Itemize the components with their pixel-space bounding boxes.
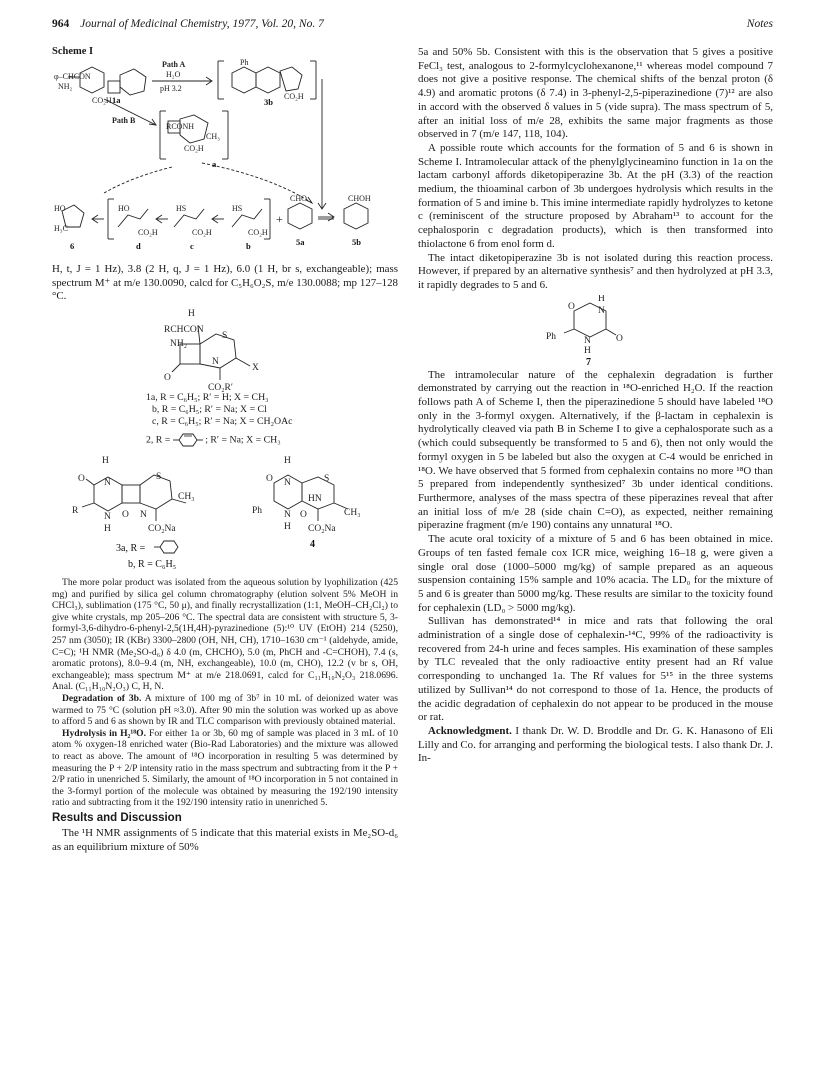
scheme-label-c: c (190, 241, 194, 251)
acknowledgment-heading: Acknowledgment. (428, 724, 512, 737)
scheme-path-a: Path A (162, 60, 186, 69)
svg-text:CO₂Na: CO₂Na (148, 524, 176, 535)
svg-text:H: H (284, 522, 291, 533)
paragraph-right-4: The intramolecular nature of the cephalexin degradation is further demonstrated by carrying out the reaction in ¹⁸O-enriched H₂O. If the reaction follows path A of Scheme I, then the piperazinedione 5 should have labeled ¹⁸O only in the 3-formyl oxygen. Alternatively, if the β-lactam in cephalexin is hydrolytically cleaved via path B in Scheme I to give a cephalosporate such as a (which could subsequently be transformed to 5 and 6), then not only would the formyl oxygen in 5 be labeled but also the oxygen at C-4 would be enriched in ¹⁸O. We have observed that 5 formed from cephalexin contains no more ¹⁸O than 5 prepared from independently synthesized⁷ 3b under identical conditions. Furthermore, analyses of the mass spectra of these piperazines reveal that after an initial loss of m/e 28 (side chain C=O), as expected, neither remaining piperazine fragment (m/e 190) contains any unnatural ¹⁸O. (418, 368, 773, 532)
svg-text:CO₂H: CO₂H (138, 228, 158, 237)
paragraph-polar-product: The more polar product was isolated from the aqueous solution by lyophilization (425 mg) and purified by silica gel column chromatography (elution solvent 5% MeOH in CHCl₃), sublimation (175 °C, 50 μ), and finally recrystallization (1:1, MeOH–CH₂Cl₂) to give white crystals, mp 205–206 °C. The spectral data are consistent with structure 5, 3-formyl-3,6-dihydro-6-phenyl-2,5(1H,4H)-pyrazinedione (5):¹⁰ UV (EtOH) 214 (5250), 257 nm (3050); IR (KBr) 3300–2800 (OH, NH, CH), 1710–1630 cm⁻¹ (aldehyde, amide, C=C); ¹H NMR (Me₂SO-d₆) δ 4.0 (m, CHCHO), 5.0 (m, PhCH and -C=CHOH), 7.4 (s, aromatic protons), 8.0–9.4 (m, NH, exchangeable), 10.0 (m, CHO), 12.2 (v br s, OH, exchangeable); mass spectrum M⁺ at m/e 218.0691, calcd for C₁₁H₁₀N₂O₃ 218.0696. Anal. (C₁₁H₁₀N₂O₃) C, H, N. (52, 577, 398, 693)
svg-text:O: O (164, 373, 171, 384)
svg-text:S: S (222, 331, 228, 342)
svg-text:O: O (568, 301, 575, 312)
svg-text:CO₂H: CO₂H (284, 92, 304, 101)
svg-text:pH 3.2: pH 3.2 (160, 84, 182, 93)
svg-text:H: H (102, 456, 109, 467)
scheme-label-d: d (136, 241, 141, 251)
svg-text:NH₂: NH₂ (170, 339, 188, 350)
scheme-label-5b: 5b (352, 237, 361, 247)
svg-text:CO₂H: CO₂H (192, 228, 212, 237)
svg-text:H₂O: H₂O (166, 70, 181, 79)
svg-text:Ph: Ph (252, 506, 263, 517)
paragraph-degradation (52, 693, 398, 728)
svg-text:HO: HO (118, 204, 130, 213)
svg-text:φ–CHCON: φ–CHCON (54, 72, 91, 81)
scheme-label-a: a (212, 159, 217, 169)
svg-text:N: N (584, 335, 591, 346)
svg-text:O: O (616, 333, 623, 344)
compound-2-suffix: ; R′ = Na; X = CH₃ (205, 434, 281, 446)
scheme-path-b: Path B (112, 116, 136, 125)
svg-text:CH₃: CH₃ (206, 132, 220, 141)
svg-text:RCONH: RCONH (166, 122, 195, 131)
svg-text:H₃C: H₃C (54, 224, 68, 233)
compound-1b: b, R = C₆H₅; R′ = Na; X = Cl (152, 404, 267, 416)
structure-7-diagram (418, 295, 773, 367)
paragraph-right-1: 5a and 50% 5b. Consistent with this is the observation that 5 gives a positive FeCl₃ test, analogous to 2-formylcyclohexanone,¹¹ whereas model compound 7 does not give a positive response. The chemical shifts of the benzal proton (δ 4.9) and aromatic protons (δ 7.4) in 3-phenyl-2,5-piperazinedione (7)¹² are also in accord with the observed δ values in 5 (vide supra). The mass spectrum of 5, after an initial loss of m/e 28, exhibits the same major fragments as those observed in 7 (m/e 147, 118, 104). (418, 46, 773, 141)
scheme-label-3b: 3b (264, 97, 273, 107)
svg-text:O: O (122, 510, 129, 521)
svg-text:S: S (324, 474, 330, 485)
svg-text:H: H (584, 345, 591, 356)
scheme-diagram (52, 59, 398, 261)
compound-2-prefix: 2, R = (146, 434, 171, 446)
header-left (52, 18, 324, 30)
svg-text:CO₂Na: CO₂Na (308, 524, 336, 535)
hydrolysis-heading: Hydrolysis in H₂¹⁸O. (62, 727, 147, 739)
svg-text:H: H (284, 456, 291, 467)
paragraph-hydrolysis (52, 728, 398, 809)
hydrolysis-text: For either 1a or 3b, 60 mg of sample was placed in 3 mL of 10 atom % oxygen-18 enriched water (Bio-Rad Laboratories) and the mixture was allowed to react as above. The amount of ¹⁸O incorporation in resulting 5 was determined by measuring the P + 2/P intensity ratio in the mass spectrum and subtracting from it the P + 2/P ratio in unenriched 5. Similarly, the amount of ¹⁸O incorporation in 5 not contained in the 3-formyl portion of the molecule was obtained by measuring the 192/190 intensity ratio and subtracting from it the 192/190 intensity ratio in unenriched 5. (52, 727, 398, 809)
svg-text:H: H (188, 309, 195, 320)
structure-label-7: 7 (586, 356, 591, 367)
svg-text:CO₂H: CO₂H (248, 228, 268, 237)
svg-text:CHO: CHO (290, 194, 307, 203)
svg-text:H: H (598, 294, 605, 304)
running-header (52, 18, 773, 34)
svg-text:CH₃: CH₃ (178, 492, 195, 503)
svg-text:O: O (78, 474, 85, 485)
scheme-label-1a: 1a (112, 95, 121, 105)
svg-text:CH₃: CH₃ (344, 508, 361, 519)
structure-3-4-diagram (52, 451, 398, 571)
left-column (52, 46, 398, 1059)
scheme-label-5a: 5a (296, 237, 305, 247)
svg-text:HO: HO (54, 204, 66, 213)
degradation-heading: Degradation of 3b. (62, 693, 142, 705)
scheme-label-b: b (246, 241, 251, 251)
compound-1c: c, R = C₆H₅; R′ = Na; X = CH₂OAc (152, 416, 293, 428)
paragraph-acknowledgment (418, 725, 773, 766)
scheme-label-6: 6 (70, 241, 75, 251)
svg-text:N: N (140, 510, 147, 521)
svg-text:CHOH: CHOH (348, 194, 371, 203)
paragraph-results: The ¹H NMR assignments of 5 indicate that this material exists in Me₂SO-d₆ as an equilibrium mixture of 50% (52, 826, 398, 853)
cyclohexadienyl-ring-icon (173, 433, 203, 447)
paragraph-right-5: The acute oral toxicity of a mixture of 5 and 6 has been obtained in mice. Groups of ten fasted female cox ICR mice, weighing 16–18 g, were given a single oral dose (1000–5000 mg/kg) of sample prepared as an aqueous suspension containing 15% sample and 10% acacia. The LD₀ for the mixture of 5 and 6 is greater than 5000 mg/kg. These results are similar to the toxicity found for cephalexin (LD₀ > 5000 mg/kg). (418, 533, 773, 614)
svg-text:Ph: Ph (240, 59, 249, 67)
svg-text:CO₂R′: CO₂R′ (208, 383, 233, 393)
svg-text:NH₂: NH₂ (58, 82, 73, 91)
journal-citation: Journal of Medicinal Chemistry, 1977, Vol. 20, No. 7 (80, 18, 324, 30)
svg-text:CO₂H: CO₂H (92, 96, 112, 105)
page-number: 964 (52, 18, 70, 30)
svg-text:R: R (72, 506, 79, 517)
degradation-text: A mixture of 100 mg of 3b⁷ in 10 mL of deionized water was warmed to 75 °C (solution pH ≈3.0). After 90 min the solution was worked up as above to afford 5 and 6 as shown by IR and TLC comparison with previously obtained material. (52, 693, 399, 728)
compound-1a: 1a, R = C₆H₅; R′ = H; X = CH₃ (146, 392, 269, 404)
svg-text:O: O (266, 474, 273, 485)
structure-1-diagram (52, 308, 398, 392)
svg-text:N: N (104, 512, 111, 523)
structure-label-3b: b, R = C₆H₅ (128, 559, 177, 571)
svg-text:HS: HS (232, 204, 243, 213)
svg-text:S: S (156, 472, 162, 483)
svg-text:H: H (104, 524, 111, 535)
svg-text:RCHCON: RCHCON (164, 325, 204, 336)
acknowledgment-text: I thank Dr. W. D. Broddle and Dr. G. K. Hanasono of Eli Lilly and Co. for arranging and performing the biological tests. I also thank Dr. J. In- (418, 724, 773, 765)
svg-text:+: + (276, 212, 283, 226)
compound-2 (146, 433, 398, 447)
svg-text:N: N (284, 478, 291, 489)
svg-text:N: N (212, 357, 219, 368)
svg-text:Ph: Ph (546, 331, 557, 342)
svg-text:X: X (252, 363, 259, 374)
right-column (418, 46, 773, 1059)
paragraph-right-2: A possible route which accounts for the formation of 5 and 6 is shown in Scheme I. Intramolecular attack of the phenylglycineamino function in 1a on the lactam carbonyl affords diketopiperazine 3b. At the pH (3.3) of the reaction medium, the thioaminal carbon of 3b undergoes hydrolysis which results in the formation of 5 and imine b. This imine intermediate rapidly hydrolyzes to ketone c (reminiscent of the structure proposed by Abraham¹³ to account for the cephalosporin c degradation products), which is then transformed into thiolactone 6 from enol form d. (418, 141, 773, 250)
svg-text:HS: HS (176, 204, 187, 213)
paragraph-right-3: The intact diketopiperazine 3b is not isolated during this reaction process. However, if prepared by an alternative synthesis⁷ and then hydrolyzed at pH 3.3, it rapidly degrades to 5 and 6. (418, 251, 773, 291)
paragraph-right-6: Sullivan has demonstrated¹⁴ in mice and rats that following the oral administration of a single dose of cephalexin-¹⁴C, 99% of the radioactivity is recovered from 24-h urine and feces samples. His examination of these samples by TLC revealed that the only radioactive entity present had an Rf value corresponding to unchanged 1a. The Rf values for 5¹⁵ in the three systems utilized by Sullivan¹⁴ do not correspond to those of 1a. Hence, the products of the acidic degradation of cephalexin do not appear to be produced in the mouse or rat. (418, 615, 773, 724)
compound-list (146, 392, 398, 447)
svg-text:N: N (284, 510, 291, 521)
results-heading: Results and Discussion (52, 811, 182, 824)
svg-text:HN: HN (308, 494, 322, 505)
section-label: Notes (746, 18, 773, 30)
scheme-title: Scheme I (52, 46, 94, 57)
svg-text:N: N (104, 478, 111, 489)
structure-label-4: 4 (310, 539, 315, 551)
continued-nmr-text: H, t, J = 1 Hz), 3.8 (2 H, q, J = 1 Hz), 6.0 (1 H, br s, exchangeable); mass spectrum M⁺ at m/e 130.0090, calcd for C₅H₆O₂S, m/e 130.0088; mp 127–128 °C. (52, 263, 398, 303)
svg-text:N: N (598, 305, 605, 316)
svg-text:CO₂H: CO₂H (184, 144, 204, 153)
svg-text:O: O (300, 510, 307, 521)
structure-label-3a: 3a, R = (116, 543, 146, 555)
